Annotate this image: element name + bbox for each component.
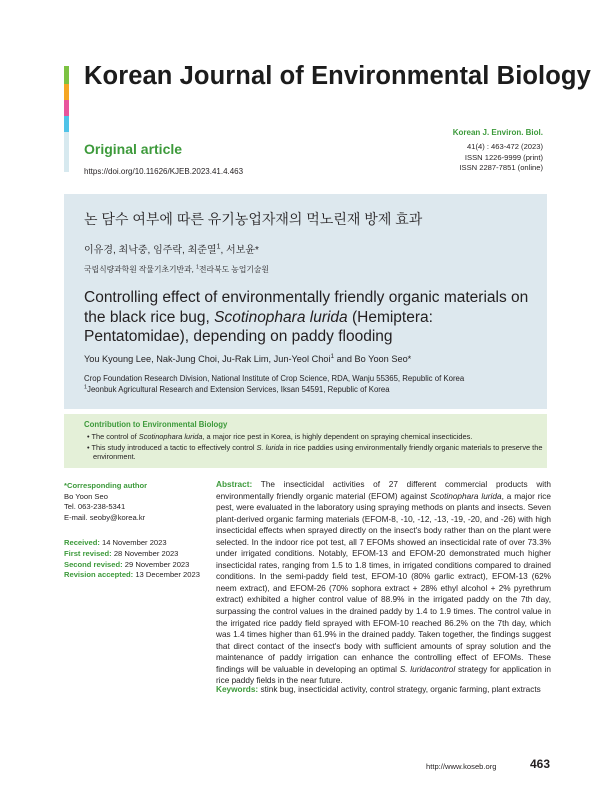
received-date [64,538,214,549]
contribution-item: • This study introduced a tactic to effectively control S. lurida in rice paddies using environmentally friendly organic materials to preserve the environment. [87,442,543,462]
accent-bar-orange [64,84,69,100]
corresponding-author-label: *Corresponding author [64,481,148,490]
keywords-label: Keywords: [216,685,259,694]
korean-authors-rest: , 서보윤* [220,245,259,256]
korean-affil-main: 국립식량과학원 작물기초기반과, [84,265,196,274]
contribution-item2-species: S. lurida [256,442,284,452]
article-sidebar [64,481,214,581]
accepted-value: 13 December 2023 [133,570,200,580]
korean-authors-main: 이유경, 최낙중, 임주락, 최준열 [84,245,217,256]
english-authors-sup: 1 [330,352,335,360]
contribution-item: • The control of Scotinophara lurida, a major rice pest in Korea, is highly dependent on spraying chemical insecticides. [87,432,473,441]
title-panel [64,194,547,409]
english-affil2-sup: 1 [84,384,88,390]
first-revised-value: 28 November 2023 [111,548,179,558]
journal-title: Korean Journal of Environmental Biology [84,62,591,90]
accent-bar-pale [64,132,69,172]
received-label: Received: [64,538,100,548]
korean-affil-rest: 전라북도 농업기술원 [199,265,269,274]
contribution-item2-b: in rice paddies using environmentally friendly organic materials to preserve the environment. [93,442,543,462]
footer-url[interactable]: http://www.koseb.org [426,762,497,771]
english-affiliation-2 [84,385,533,396]
contribution-panel [64,414,547,468]
page-number: 463 [530,757,551,771]
english-authors-rest: and Bo Yoon Seo* [334,354,412,364]
korean-authors [84,241,533,256]
accepted-label: Revision accepted: [64,570,134,580]
accent-bar-green [64,66,69,84]
english-affiliation-1: Crop Foundation Research Division, National Institute of Crop Science, RDA, Wanju 55365, Republic of Korea [84,374,465,383]
accent-bar-pink [64,100,69,116]
article-dates [64,538,214,580]
keywords-text: stink bug, insecticidal activity, control strategy, organic farming, plant extracts [258,685,541,694]
english-title-part2: (Hemiptera: Pentatomidae), depending on paddy flooding [84,308,433,345]
doi-link[interactable]: https://doi.org/10.11626/KJEB.2023.41.4.463 [84,167,244,176]
contribution-item1-b: , a major rice pest in Korea, is highly dependent on spraying chemical insecticides. [202,432,473,441]
contribution-item1-a: The control of [91,432,139,441]
english-title-species: Scotinophara lurida [214,308,348,326]
abstract-text-2: , a major rice pest, were evaluated in the laboratory using spraying methods on plants and insects. Seven plant-derived organic farming materials (EFOM-8, -10, -12, -13, -19, -20, and -26) with high insecticidal effects when sprayed directly on the insect's body rather than on the plant were selected. In the indoor rice pot test, all 7 EFOMs showed an insecticidal rate of over 73.3% under irrigated conditions. Notably, EFOM-13 and EFOM-20 demonstrated much higher insecticidal rates, ranging from 1.5 to 1.8 times, in irrigated conditions compared to drained conditions. In the semi-paddy field test, EFOM-10 (80% garlic extract), EFOM-13 (62% neem extract), and EFOM-26 (70% sophora extract + 28% ethyl alcohol + 2% pyrethrum extract) exhibited a higher control value of 88.9% in the irrigated paddy on the 7th day, surpassing the control values in the drained paddy by 1.4 to 1.9 times. The control value in the irrigated rice paddy field sprayed with EFOM-10 reached 86.2% on the 7th day, which was 1.4 times higher than 61.9% in the drained paddy. Taken together, the findings suggest that direct contact of the insect's body with sufficient amounts of spray solution and the maintenance of paddy irrigation can enhance the controlling effect of EFOMs. These findings will be valuable in developing an optimal [216,491,551,674]
journal-abbrev: Korean J. Environ. Biol. [452,128,543,137]
english-authors [84,354,533,364]
journal-info [453,128,543,174]
article-type: Original article [84,141,183,157]
accepted-date [64,570,214,581]
english-title [84,288,533,347]
english-authors-main: You Kyoung Lee, Nak-Jung Choi, Ju-Rak Lim, Jun-Yeol Choi [84,354,331,364]
abstract-label: Abstract: [216,480,253,489]
contribution-item1-species: Scotinophara lurida [138,432,203,441]
korean-affiliation [84,264,533,275]
corresponding-author-name: Bo Yoon Seo [64,491,108,501]
abstract-text-3: strategy for application in rice paddy fields in the near future. [216,664,551,686]
abstract-text-1: The insecticidal activities of 27 different commercial products with environmentally friendly organic material (EFOM) against [216,480,551,501]
korean-affil-sup: 1 [195,264,199,271]
english-affil2-text: Jeonbuk Agricultural Research and Extension Services, Iksan 54591, Republic of Korea [87,384,390,394]
contribution-heading: Contribution to Environmental Biology [84,420,228,429]
received-value: 14 November 2023 [99,538,167,548]
english-affiliations [84,374,533,395]
accent-bar-blue [64,116,69,132]
second-revised-value: 29 November 2023 [122,559,190,569]
issn-online: ISSN 2287-7851 (online) [459,163,543,173]
corresponding-author-tel: Tel. 063-238-5341 [64,502,126,512]
issn-print: ISSN 1226-9999 (print) [464,152,543,162]
abstract-species-2: S. luridacontrol [399,664,456,674]
first-revised-label: First revised: [64,548,112,558]
english-title-part1: Controlling effect of environmentally friendly organic materials on the black rice bug, [84,289,529,326]
abstract-species-1: Scotinophara lurida [429,491,502,501]
volume-pages: 41(4) : 463-472 (2023) [467,141,543,151]
contribution-item2-a: This study introduced a tactic to effectively control [91,442,257,452]
second-revised-label: Second revised: [64,559,123,569]
abstract [216,479,551,687]
korean-authors-sup: 1 [216,243,221,251]
corresponding-author-email[interactable]: E-mail. seoby@korea.kr [64,512,146,522]
second-revised-date [64,560,214,571]
first-revised-date [64,549,214,560]
korean-title: 논 담수 여부에 따른 유기농업자재의 먹노린재 방제 효과 [84,211,423,227]
keywords [216,685,551,694]
